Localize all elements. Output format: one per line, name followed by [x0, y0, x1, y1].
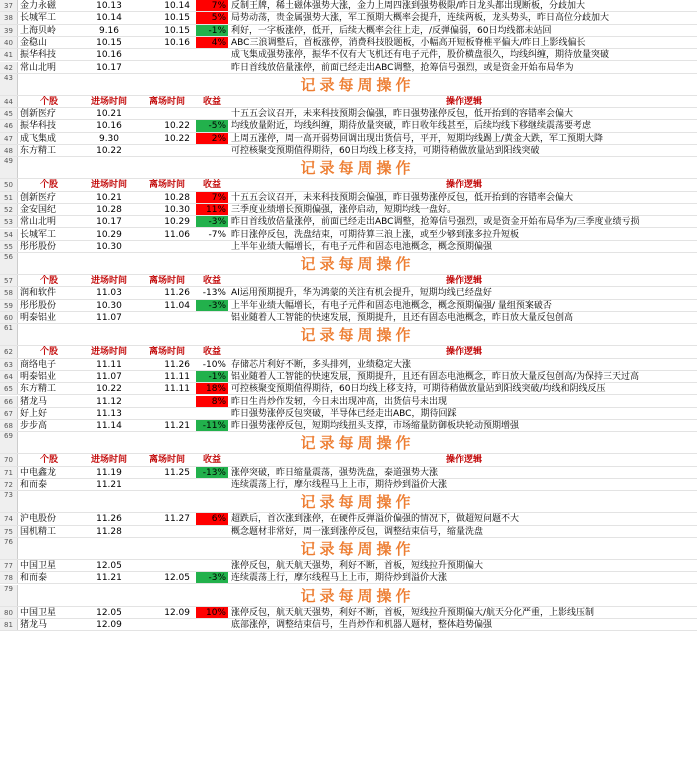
table-row — [0, 619, 697, 631]
profit-cell[interactable] — [196, 526, 228, 537]
table-row — [0, 396, 697, 408]
row-number[interactable]: 59 — [0, 300, 18, 311]
entry-date-cell[interactable]: 9.30 — [98, 133, 120, 144]
stock-cell[interactable]: 东方精工 — [20, 384, 57, 395]
exit-date-cell[interactable] — [138, 526, 196, 537]
stock-cell[interactable]: 润和软件 — [20, 288, 57, 299]
row-number[interactable]: 56 — [0, 253, 18, 274]
stock-cell[interactable]: 上海贝岭 — [20, 25, 57, 36]
logic-cell[interactable]: 涨停反包，航天航天强势，利好不断，首板，短线拉升预期偏大/航天分化严重，上影线压制 — [231, 607, 595, 618]
row-number[interactable]: 66 — [0, 396, 18, 407]
stock-cell[interactable]: 振华科技 — [20, 121, 57, 132]
entry-date-cell[interactable]: 10.16 — [96, 121, 122, 132]
row-number[interactable]: 40 — [0, 37, 18, 48]
banner-title: 记录每周操作 — [300, 326, 415, 345]
row-number[interactable]: 81 — [0, 619, 18, 630]
table-row — [0, 526, 697, 538]
logic-cell[interactable]: 可控核聚变预期值得期待，60日均线上移支持，可期待稍做放量站到阳线突破 — [231, 146, 540, 156]
stock-cell[interactable]: 东方精工 — [20, 146, 57, 156]
logic-cell[interactable]: 上周五涨停，周一高开弱势回调出现出货信号，平开，短期均线踢上/黄金大跌，军工预期大降 — [231, 133, 604, 144]
exit-date-cell[interactable]: 离场时间 — [148, 347, 185, 358]
exit-date-cell[interactable] — [138, 312, 196, 323]
row-number[interactable]: 80 — [0, 607, 18, 618]
entry-date-cell[interactable]: 11.28 — [96, 526, 122, 537]
entry-date-cell[interactable]: 10.15 — [96, 37, 122, 48]
entry-date-cell[interactable]: 11.07 — [96, 371, 122, 382]
exit-date-cell[interactable]: 11.26 — [164, 288, 190, 299]
profit-cell[interactable] — [196, 408, 228, 419]
profit-cell[interactable]: -3% — [196, 216, 228, 227]
profit-cell[interactable] — [196, 241, 228, 252]
row-number[interactable]: 63 — [0, 359, 18, 370]
row-number[interactable]: 77 — [0, 560, 18, 571]
logic-cell[interactable]: 铝业随着人工智能的快速发展，预期提升，且还有固态电池概念，昨日放大量反包创高/为保持三天过高 — [231, 371, 640, 382]
profit-cell[interactable]: 收益 — [202, 96, 221, 107]
header-row — [0, 179, 697, 191]
entry-date-cell[interactable]: 12.05 — [96, 560, 122, 571]
logic-cell[interactable]: 超跌后，首次涨到涨停，在硬件反弹溢价偏强的情况下，做超短问题不大 — [231, 514, 520, 525]
profit-cell[interactable]: 18% — [196, 383, 228, 394]
exit-date-cell[interactable]: 10.15 — [164, 25, 190, 36]
exit-date-cell[interactable]: 11.27 — [164, 514, 190, 525]
entry-date-cell[interactable]: 10.16 — [96, 50, 122, 61]
logic-cell[interactable]: 昨日首线放倍量涨停，前面已经走出ABC调整，抢筹信号强烈，或是资金开始布局华为 — [231, 62, 574, 73]
row-number[interactable]: 37 — [0, 0, 18, 11]
table-row — [0, 37, 697, 49]
row-number[interactable]: 53 — [0, 216, 18, 227]
table-row — [0, 513, 697, 525]
entry-date-cell[interactable]: 10.30 — [96, 241, 122, 252]
entry-date-cell[interactable]: 11.12 — [96, 396, 122, 407]
stock-cell[interactable]: 彤彤股份 — [20, 300, 57, 311]
row-number[interactable]: 47 — [0, 133, 18, 144]
stock-cell[interactable]: 个股 — [39, 455, 58, 466]
exit-date-cell[interactable] — [138, 108, 196, 119]
entry-date-cell[interactable]: 11.21 — [96, 480, 122, 490]
table-row — [0, 607, 697, 619]
profit-cell[interactable]: 收益 — [202, 276, 221, 287]
row-number[interactable]: 61 — [0, 324, 18, 345]
exit-date-cell[interactable]: 11.11 — [164, 384, 190, 395]
logic-cell[interactable]: 存储芯片利好不断，多头排列，业绩稳定大涨 — [231, 359, 412, 370]
stock-cell[interactable]: 个股 — [39, 180, 58, 191]
exit-date-cell[interactable]: 11.26 — [164, 359, 190, 370]
week-banner — [0, 432, 697, 454]
row-number[interactable]: 50 — [0, 179, 18, 190]
logic-cell[interactable]: 成飞集成强势涨停，振华不仅有大飞机还有电子元件，股价横盘很久，均线纠缠，期待放量突破 — [231, 50, 610, 61]
entry-date-cell[interactable]: 进场时间 — [90, 276, 127, 287]
table-row — [0, 479, 697, 491]
week-banner — [0, 585, 697, 607]
logic-cell[interactable]: 均线放量附近，均线纠缠，期待放量突破，昨日收年线甚至，后续均线下移继续震荡要考虑 — [231, 121, 592, 132]
stock-cell[interactable]: 猪龙马 — [20, 619, 48, 630]
table-row — [0, 420, 697, 432]
entry-date-cell[interactable]: 10.30 — [96, 300, 122, 311]
table-row — [0, 120, 697, 132]
logic-cell[interactable]: 局势动荡，贵金属强势大涨，军工预期大概率会提升，连续两板，龙头势头，昨日高位分歧加大 — [231, 13, 610, 24]
entry-date-cell[interactable]: 11.19 — [96, 467, 122, 478]
exit-date-cell[interactable]: 10.28 — [164, 192, 190, 203]
exit-date-cell[interactable] — [138, 62, 196, 73]
exit-date-cell[interactable] — [138, 479, 196, 490]
exit-date-cell[interactable]: 离场时间 — [148, 455, 185, 466]
table-row — [0, 359, 697, 371]
logic-cell[interactable]: AI运用预期提升，华为鸿蒙的关注有机会提升，短期均线已经盘好 — [231, 288, 492, 299]
entry-date-cell[interactable]: 11.07 — [96, 313, 122, 323]
stock-cell[interactable]: 金稳山 — [20, 37, 48, 48]
row-number[interactable]: 60 — [0, 312, 18, 323]
entry-date-cell[interactable]: 9.16 — [98, 25, 120, 36]
profit-cell[interactable]: -13% — [196, 467, 228, 478]
profit-cell[interactable]: 收益 — [202, 455, 221, 466]
stock-cell[interactable]: 明泰铝业 — [20, 313, 57, 323]
entry-date-cell[interactable]: 10.17 — [96, 217, 122, 228]
logic-cell[interactable]: 连续震荡上行，摩尔线程马上上市，期待炒到溢价大涨 — [231, 573, 448, 584]
stock-cell[interactable]: 个股 — [39, 96, 58, 107]
exit-date-cell[interactable]: 10.22 — [164, 121, 190, 132]
profit-cell[interactable]: -10% — [202, 359, 226, 370]
exit-date-cell[interactable] — [138, 49, 196, 60]
entry-date-cell[interactable]: 10.22 — [96, 146, 122, 156]
logic-cell[interactable]: 三季度业绩增长预期偏强，涨停启动，短期均线一盘好。 — [231, 204, 457, 215]
profit-cell[interactable] — [196, 560, 228, 571]
logic-cell[interactable]: 涨停反包，航天航天强势，利好不断，首板，短线拉升预期偏大 — [231, 560, 484, 571]
logic-cell[interactable]: 昨日强势涨停反包，短期均线扭头支撑，市场缩量防御板块轮动预期增强 — [231, 421, 520, 432]
logic-cell[interactable]: 上半年业绩大幅增长，有电子元件和固态电池概念，概念预期偏强 — [231, 241, 493, 252]
profit-cell[interactable] — [196, 145, 228, 156]
stock-cell[interactable]: 明泰铝业 — [20, 371, 57, 382]
row-number[interactable]: 38 — [0, 12, 18, 23]
exit-date-cell[interactable]: 离场时间 — [148, 276, 185, 287]
stock-cell[interactable]: 创新医疗 — [20, 109, 57, 120]
entry-date-cell[interactable]: 12.09 — [96, 619, 122, 630]
profit-cell[interactable] — [196, 108, 228, 119]
exit-date-cell[interactable]: 10.22 — [164, 133, 190, 144]
row-number[interactable]: 39 — [0, 25, 18, 36]
stock-cell[interactable]: 彤彤股份 — [20, 241, 57, 252]
entry-date-cell[interactable]: 12.05 — [96, 607, 122, 618]
logic-cell[interactable]: 反制王牌，稀土磁体强势大涨，金力上周四涨到强势极限/昨日龙头都出现断板，分歧加大 — [231, 1, 586, 11]
row-number[interactable]: 72 — [0, 479, 18, 490]
table-row — [0, 383, 697, 395]
row-number[interactable]: 70 — [0, 454, 18, 465]
header-row — [0, 96, 697, 108]
entry-date-cell[interactable]: 11.21 — [96, 573, 122, 584]
exit-date-cell[interactable] — [138, 408, 196, 419]
profit-cell[interactable]: -5% — [196, 120, 228, 131]
exit-date-cell[interactable]: 11.11 — [164, 371, 190, 382]
logic-cell[interactable]: 连续震荡上行，摩尔线程马上上市，期待炒到溢价大涨 — [231, 480, 448, 490]
logic-cell[interactable]: 昨日生肖炒作发轫，今日未出现冲高，出货信号未出现 — [231, 396, 448, 407]
banner-title: 记录每周操作 — [300, 493, 415, 512]
row-number[interactable]: 51 — [0, 192, 18, 203]
logic-cell[interactable]: 昨日涨停反包，洗盘结束，可期待算三浪上涨，或至少够到涨多拉升短板 — [231, 229, 520, 240]
table-row — [0, 408, 697, 420]
exit-date-cell[interactable]: 离场时间 — [148, 96, 185, 107]
entry-date-cell[interactable]: 11.26 — [96, 514, 122, 525]
stock-cell[interactable]: 金安国纪 — [20, 204, 57, 215]
stock-cell[interactable]: 创新医疗 — [20, 192, 57, 203]
profit-cell[interactable]: -13% — [202, 288, 226, 299]
exit-date-cell[interactable]: 12.05 — [164, 573, 190, 584]
logic-cell[interactable]: 概念题材非常好，周一涨到涨停反包，调整结束信号，缩量洗盘 — [231, 526, 484, 537]
profit-cell[interactable]: -11% — [196, 420, 228, 431]
stock-cell[interactable]: 振华科技 — [20, 50, 57, 61]
table-row — [0, 25, 697, 37]
table-row — [0, 312, 697, 324]
profit-cell[interactable] — [196, 619, 228, 630]
exit-date-cell[interactable]: 11.25 — [164, 467, 190, 478]
row-number[interactable]: 43 — [0, 74, 18, 95]
entry-date-cell[interactable]: 进场时间 — [90, 96, 127, 107]
profit-cell[interactable]: 收益 — [202, 180, 221, 191]
table-row — [0, 216, 697, 228]
stock-cell[interactable]: 成飞集成 — [20, 133, 57, 144]
row-number[interactable]: 41 — [0, 49, 18, 60]
table-row — [0, 0, 697, 12]
profit-cell[interactable] — [196, 312, 228, 323]
table-row — [0, 287, 697, 299]
table-row — [0, 572, 697, 584]
profit-cell[interactable] — [196, 479, 228, 490]
row-number[interactable]: 42 — [0, 62, 18, 73]
entry-date-cell[interactable]: 10.13 — [96, 1, 122, 11]
week-banner — [0, 253, 697, 275]
entry-date-cell[interactable]: 10.29 — [96, 229, 122, 240]
exit-date-cell[interactable]: 10.29 — [164, 217, 190, 228]
row-number[interactable]: 49 — [0, 157, 18, 178]
exit-date-cell[interactable]: 11.06 — [164, 229, 190, 240]
row-number[interactable]: 44 — [0, 96, 18, 107]
entry-date-cell[interactable]: 进场时间 — [90, 180, 127, 191]
row-number[interactable]: 71 — [0, 467, 18, 478]
week-banner — [0, 74, 697, 96]
exit-date-cell[interactable] — [138, 619, 196, 630]
banner-title: 记录每周操作 — [300, 586, 415, 605]
stock-cell[interactable]: 长城军工 — [20, 13, 57, 24]
logic-cell[interactable]: 涨停突破，昨日缩量震荡，强势洗盘，泰道强势大涨 — [231, 467, 439, 478]
stock-cell[interactable]: 猪龙马 — [20, 396, 48, 407]
row-number[interactable]: 65 — [0, 383, 18, 394]
header-row — [0, 454, 697, 466]
entry-date-cell[interactable]: 10.21 — [96, 192, 122, 203]
profit-cell[interactable]: 10% — [196, 607, 228, 618]
exit-date-cell[interactable]: 11.04 — [164, 300, 190, 311]
banner-title: 记录每周操作 — [300, 539, 415, 558]
profit-cell[interactable] — [196, 49, 228, 60]
row-number[interactable]: 58 — [0, 287, 18, 298]
stock-cell[interactable]: 长城军工 — [20, 229, 57, 240]
table-row — [0, 12, 697, 24]
banner-title: 记录每周操作 — [300, 434, 415, 453]
exit-date-cell[interactable]: 离场时间 — [148, 180, 185, 191]
exit-date-cell[interactable]: 11.21 — [164, 421, 190, 432]
exit-date-cell[interactable] — [138, 396, 196, 407]
exit-date-cell[interactable] — [138, 560, 196, 571]
stock-cell[interactable]: 常山北明 — [20, 62, 57, 73]
header-row — [0, 346, 697, 358]
logic-cell[interactable]: 昨日强势涨停反包突破，半导体已经走出ABC，期待回踩 — [231, 408, 457, 419]
entry-date-cell[interactable]: 11.14 — [96, 421, 122, 432]
row-number[interactable]: 55 — [0, 241, 18, 252]
stock-cell[interactable]: 个股 — [39, 276, 58, 287]
exit-date-cell[interactable]: 12.09 — [164, 607, 190, 618]
row-number[interactable]: 67 — [0, 408, 18, 419]
row-number[interactable]: 46 — [0, 120, 18, 131]
exit-date-cell[interactable] — [138, 241, 196, 252]
banner-title: 记录每周操作 — [300, 159, 415, 178]
entry-date-cell[interactable]: 10.21 — [96, 109, 122, 120]
table-row — [0, 229, 697, 241]
logic-cell[interactable]: 可控核聚变预期值得期待，60日均线上移支持，可期待稍做放量站到阳线突破/均线和阴线反压 — [231, 384, 606, 395]
row-number[interactable]: 68 — [0, 420, 18, 431]
table-row — [0, 62, 697, 74]
banner-title: 记录每周操作 — [300, 75, 415, 94]
exit-date-cell[interactable] — [138, 145, 196, 156]
profit-cell[interactable]: 2% — [196, 133, 228, 144]
week-banner — [0, 491, 697, 513]
row-number[interactable]: 76 — [0, 538, 18, 559]
logic-cell[interactable]: 底部涨停，调整结束信号，生肖炒作和机器人题材，整体趋势偏强 — [231, 619, 493, 630]
row-number[interactable]: 78 — [0, 572, 18, 583]
logic-cell[interactable]: 铝业随着人工智能的快速发展，预期提升，且还有固态电池概念，昨日放大量反包创高 — [231, 313, 574, 323]
profit-cell[interactable]: 11% — [196, 204, 228, 215]
entry-date-cell[interactable]: 进场时间 — [90, 347, 127, 358]
row-number[interactable]: 62 — [0, 346, 18, 357]
table-row — [0, 467, 697, 479]
profit-cell[interactable]: -3% — [196, 300, 228, 311]
row-number[interactable]: 54 — [0, 229, 18, 240]
entry-date-cell[interactable]: 10.28 — [96, 204, 122, 215]
logic-cell[interactable]: ABC三浪调整后，首板涨停，消费科技股题板，小幅高开短板脊椎平偏大/昨日上影线偏长 — [231, 37, 586, 48]
logic-cell[interactable]: 操作逻辑 — [445, 455, 482, 466]
banner-title: 记录每周操作 — [300, 255, 415, 274]
row-number[interactable]: 74 — [0, 513, 18, 524]
stock-cell[interactable]: 个股 — [39, 347, 58, 358]
logic-cell[interactable]: 昨日首线放倍量涨停，前面已经走出ABC调整，抢筹信号强烈，或是资金开始布局华为/三季度业绩亏损 — [231, 217, 640, 228]
profit-cell[interactable]: 7% — [196, 0, 228, 11]
profit-cell[interactable]: -7% — [208, 229, 226, 240]
entry-date-cell[interactable]: 11.03 — [96, 288, 122, 299]
table-row — [0, 300, 697, 312]
profit-cell[interactable]: 4% — [196, 37, 228, 48]
exit-date-cell[interactable]: 10.16 — [164, 37, 190, 48]
stock-cell[interactable]: 中国卫星 — [20, 607, 57, 618]
row-number[interactable]: 79 — [0, 585, 18, 606]
header-row — [0, 275, 697, 287]
stock-cell[interactable]: 国机精工 — [20, 526, 57, 537]
table-row — [0, 108, 697, 120]
row-number[interactable]: 52 — [0, 204, 18, 215]
row-number[interactable]: 75 — [0, 526, 18, 537]
row-number[interactable]: 73 — [0, 491, 18, 512]
table-row — [0, 133, 697, 145]
profit-cell[interactable] — [196, 62, 228, 73]
stock-cell[interactable]: 好上好 — [20, 408, 48, 419]
table-row — [0, 192, 697, 204]
logic-cell[interactable]: 十五五会议召开，未来科技预期会偏强，昨日强势涨停反包，低开抬到的容错率会偏大 — [231, 109, 574, 120]
logic-cell[interactable]: 操作逻辑 — [445, 96, 482, 107]
profit-cell[interactable]: 7% — [196, 192, 228, 203]
stock-cell[interactable]: 金力永磁 — [20, 1, 57, 11]
table-row — [0, 371, 697, 383]
stock-cell[interactable]: 商络电子 — [20, 359, 57, 370]
row-number[interactable]: 69 — [0, 432, 18, 453]
profit-cell[interactable]: -1% — [196, 25, 228, 36]
entry-date-cell[interactable]: 进场时间 — [90, 455, 127, 466]
profit-cell[interactable]: 收益 — [202, 347, 221, 358]
profit-cell[interactable]: 8% — [196, 396, 228, 407]
exit-date-cell[interactable]: 10.30 — [164, 204, 190, 215]
row-number[interactable]: 48 — [0, 145, 18, 156]
row-number[interactable]: 64 — [0, 371, 18, 382]
profit-cell[interactable]: 6% — [196, 513, 228, 524]
row-number[interactable]: 45 — [0, 108, 18, 119]
logic-cell[interactable]: 利好，一字板涨停，低开，后续大概率会往上走，/反弹偏弱，60日均线都未站回 — [231, 25, 552, 36]
stock-cell[interactable]: 和而泰 — [20, 480, 48, 490]
logic-cell[interactable]: 操作逻辑 — [445, 347, 482, 358]
logic-cell[interactable]: 上半年业绩大幅增长，有电子元件和固态电池概念，概念预期偏强/ 量组预案破否 — [231, 300, 552, 311]
logic-cell[interactable]: 操作逻辑 — [445, 180, 482, 191]
row-number[interactable]: 57 — [0, 275, 18, 286]
stock-cell[interactable]: 沪电股份 — [20, 514, 57, 525]
stock-cell[interactable]: 和而泰 — [20, 573, 48, 584]
week-banner — [0, 538, 697, 560]
table-row — [0, 560, 697, 572]
stock-cell[interactable]: 常山北明 — [20, 217, 57, 228]
profit-cell[interactable]: -1% — [196, 371, 228, 382]
entry-date-cell[interactable]: 10.22 — [96, 384, 122, 395]
profit-cell[interactable]: -3% — [196, 572, 228, 583]
table-row — [0, 145, 697, 157]
table-row — [0, 49, 697, 61]
entry-date-cell[interactable]: 10.14 — [96, 13, 122, 24]
stock-cell[interactable]: 步步高 — [20, 421, 48, 432]
stock-cell[interactable]: 中国卫星 — [20, 560, 57, 571]
table-row — [0, 241, 697, 253]
exit-date-cell[interactable]: 10.14 — [164, 1, 190, 11]
week-banner — [0, 157, 697, 179]
entry-date-cell[interactable]: 11.13 — [96, 408, 122, 419]
week-banner — [0, 324, 697, 346]
entry-date-cell[interactable]: 10.17 — [96, 62, 122, 73]
exit-date-cell[interactable]: 10.15 — [164, 13, 190, 24]
table-row — [0, 204, 697, 216]
logic-cell[interactable]: 操作逻辑 — [445, 276, 482, 287]
profit-cell[interactable]: 5% — [196, 12, 228, 23]
logic-cell[interactable]: 十五五会议召开，未来科技预期会偏强，昨日强势涨停反包，低开抬到的容错率会偏大 — [231, 192, 574, 203]
entry-date-cell[interactable]: 11.11 — [96, 359, 122, 370]
stock-cell[interactable]: 中电鑫龙 — [20, 467, 57, 478]
